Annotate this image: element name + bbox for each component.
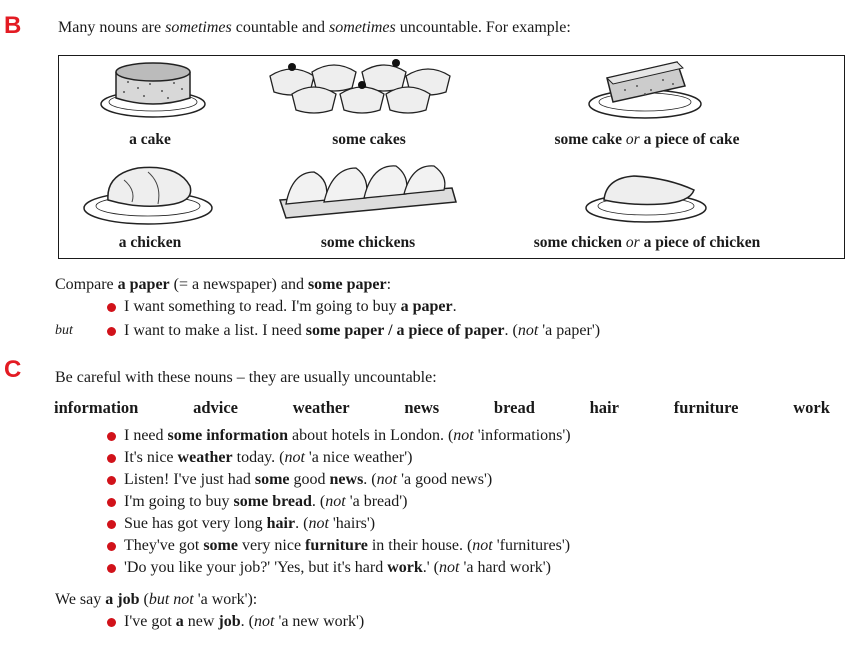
chicken-illustration [78,160,218,230]
bullet-icon [107,327,116,336]
bullet-icon [107,618,116,627]
example-bread: I'm going to buy some bread. (not 'a bread') [124,493,408,510]
chickens-illustration [272,158,462,228]
example-furniture: They've got some very nice furniture in their house. (not 'furnitures') [124,537,571,554]
bullet-icon [107,454,116,463]
example-work: 'Do you like your job?' 'Yes, but it's hard work.' (not 'a hard work') [124,559,551,576]
compare-line: Compare a paper (= a newspaper) and some paper: [55,276,392,293]
caption-a-cake: a cake [129,131,171,148]
noun-item: bread [493,398,535,417]
example-paper-list: I want to make a list. I need some paper / a piece of paper. (not 'a paper') [124,322,601,339]
example-information: I need some information about hotels in London. (not 'informations') [124,427,571,444]
bullet-icon [107,520,116,529]
section-b-intro: Many nouns are sometimes countable and sometimes uncountable. For example: [58,19,571,36]
section-c-intro: Be careful with these nouns – they are usually uncountable: [55,369,437,386]
caption-piece-of-chicken: some chicken or a piece of chicken [533,234,761,251]
example-paper-read: I want something to read. I'm going to buy a paper. [124,298,457,315]
bullet-icon [107,432,116,441]
bullet-icon [107,476,116,485]
section-b-letter: B [4,12,22,39]
noun-item: information [54,398,139,417]
piece-of-chicken-illustration [582,168,712,226]
uncountable-nouns-list [54,398,830,418]
noun-item: weather [292,398,350,417]
noun-item: furniture [673,398,739,417]
example-job: I've got a new job. (not 'a new work') [124,613,365,630]
example-weather: It's nice weather today. (not 'a nice weather') [124,449,413,466]
piece-of-cake-illustration [585,56,715,122]
cakes-illustration [262,58,462,122]
bullet-icon [107,564,116,573]
cake-illustration [98,58,208,120]
caption-some-cakes: some cakes [332,131,406,148]
caption-piece-of-cake: some cake or a piece of cake [554,131,740,148]
caption-some-chickens: some chickens [320,234,416,251]
job-rule-line: We say a job (but not 'a work'): [55,591,258,608]
example-news: Listen! I've just had some good news. (not 'a good news') [124,471,493,488]
bullet-icon [107,303,116,312]
section-c-letter: C [4,356,22,383]
noun-item: advice [193,398,239,417]
bullet-icon [107,498,116,507]
bullet-icon [107,542,116,551]
noun-item: hair [589,398,619,417]
noun-item: news [404,398,440,417]
caption-a-chicken: a chicken [118,234,182,251]
example-hair: Sue has got very long hair. (not 'hairs') [124,515,376,532]
but-label: but [55,323,73,338]
noun-item: work [793,398,830,417]
